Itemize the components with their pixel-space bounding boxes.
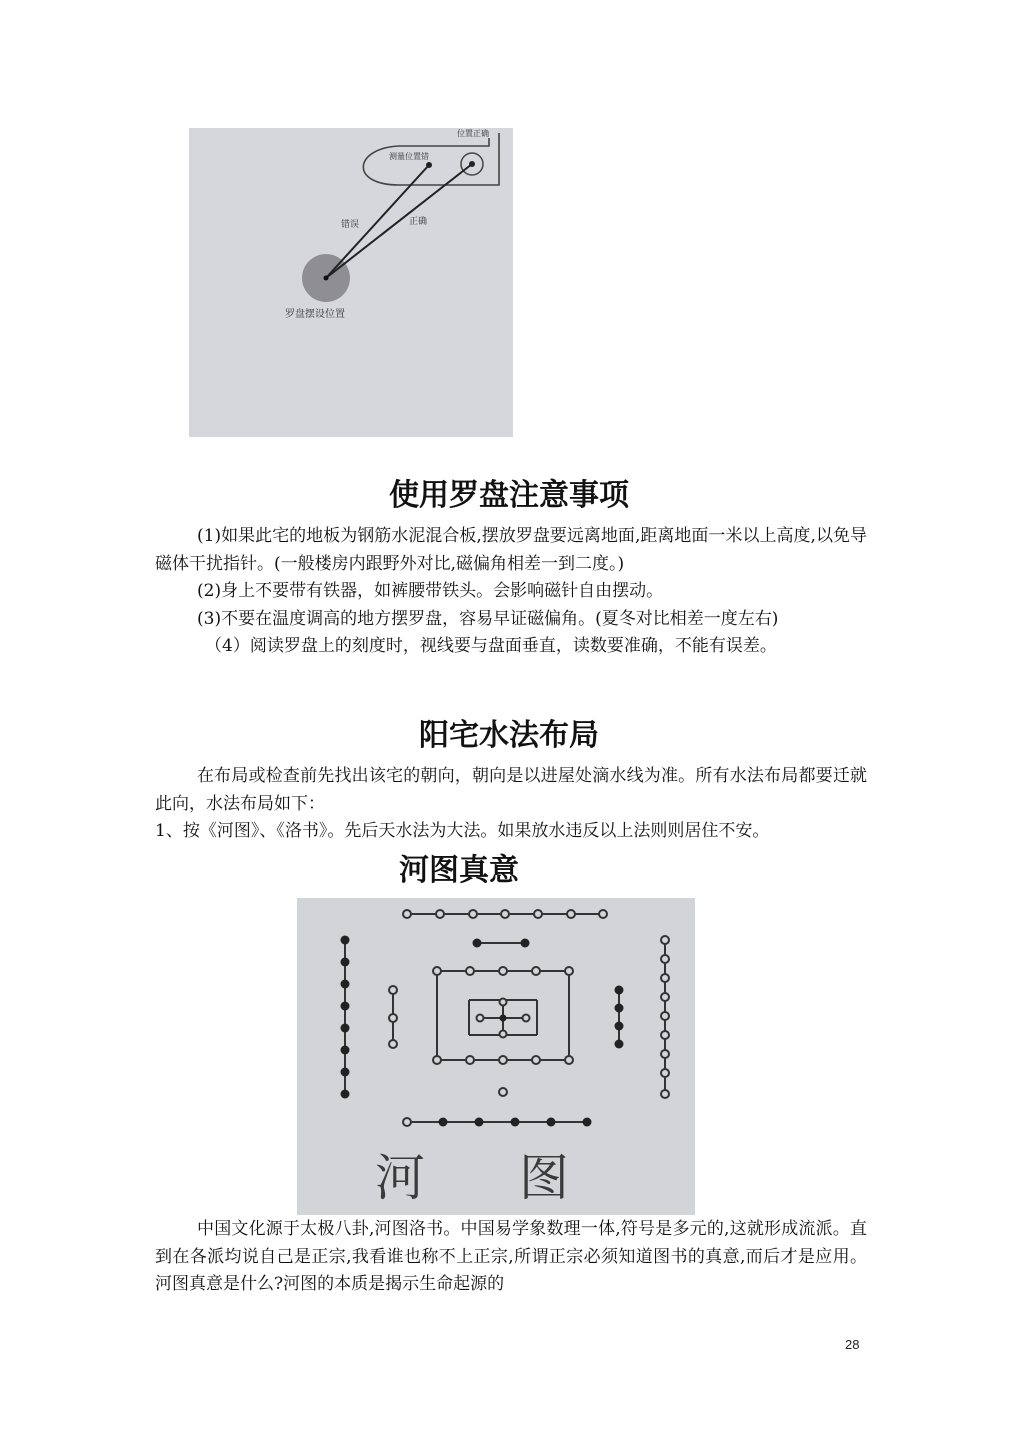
label-wrong-position: 测量位置错	[389, 152, 429, 161]
compass-center-dot	[324, 276, 329, 281]
compass-note-3: (3)不要在温度调高的地方摆罗盘，容易早证磁偏角。(夏冬对比相差一度左右)	[197, 608, 779, 629]
section-title-hetu: 河图真意	[399, 853, 519, 888]
hetu-caption-he: 河	[375, 1149, 425, 1207]
hetu-body-paragraph: 中国文化源于太极八卦,河图洛书。中国易学象数理一体,符号是多元的,这就形成流派。直到在各派均说自己是正宗,我看谁也称不上正宗,所谓正宗必须知道图书的真意,而后才是应用。河图真意是什么?河图的本质是揭示生命起源的	[155, 1219, 867, 1294]
label-compass-position: 罗盘摆设位置	[285, 309, 345, 320]
compass-placement-figure	[189, 128, 513, 437]
label-wrong: 错误	[341, 220, 360, 230]
compass-placement-diagram	[189, 128, 513, 437]
compass-notes-list	[155, 523, 867, 661]
compass-note-1: (1)如果此宅的地板为钢筋水泥混合板,摆放罗盘要远离地面,距离地面一米以上高度,以免导磁体干扰指针。(一般楼房内跟野外对比,磁偏角相差一到二度。)	[155, 526, 867, 574]
section-title-water-layout: 阳宅水法布局	[419, 718, 599, 753]
hetu-caption-tu: 图	[519, 1149, 569, 1207]
water-layout-intro: 在布局或检查前先找出该宅的朝向，朝向是以进屋处滴水线为准。所有水法布局都要迁就此向，水法布局如下：	[155, 766, 867, 814]
water-layout-text	[155, 763, 867, 846]
hetu-diagram	[297, 898, 695, 1215]
compass-note-4: （4）阅读罗盘上的刻度时，视线要与盘面垂直，读数要准确，不能有误差。	[205, 636, 777, 656]
water-layout-item-1: 1、按《河图》、《洛书》。先后天水法为大法。如果放水违反以上法则则居住不安。	[155, 821, 770, 841]
compass-note-2: (2)身上不要带有铁器，如裤腰带铁头。会影响磁针自由摆动。	[197, 581, 664, 601]
black-dots	[341, 936, 624, 1127]
page-number: 28	[845, 1337, 860, 1352]
section-title-compass-notes: 使用罗盘注意事项	[389, 478, 629, 513]
label-right-position: 位置正确	[457, 129, 489, 138]
hetu-body-text	[155, 1216, 867, 1299]
label-correct: 正确	[409, 217, 428, 227]
house-outline	[363, 133, 499, 185]
hetu-figure	[297, 898, 695, 1215]
